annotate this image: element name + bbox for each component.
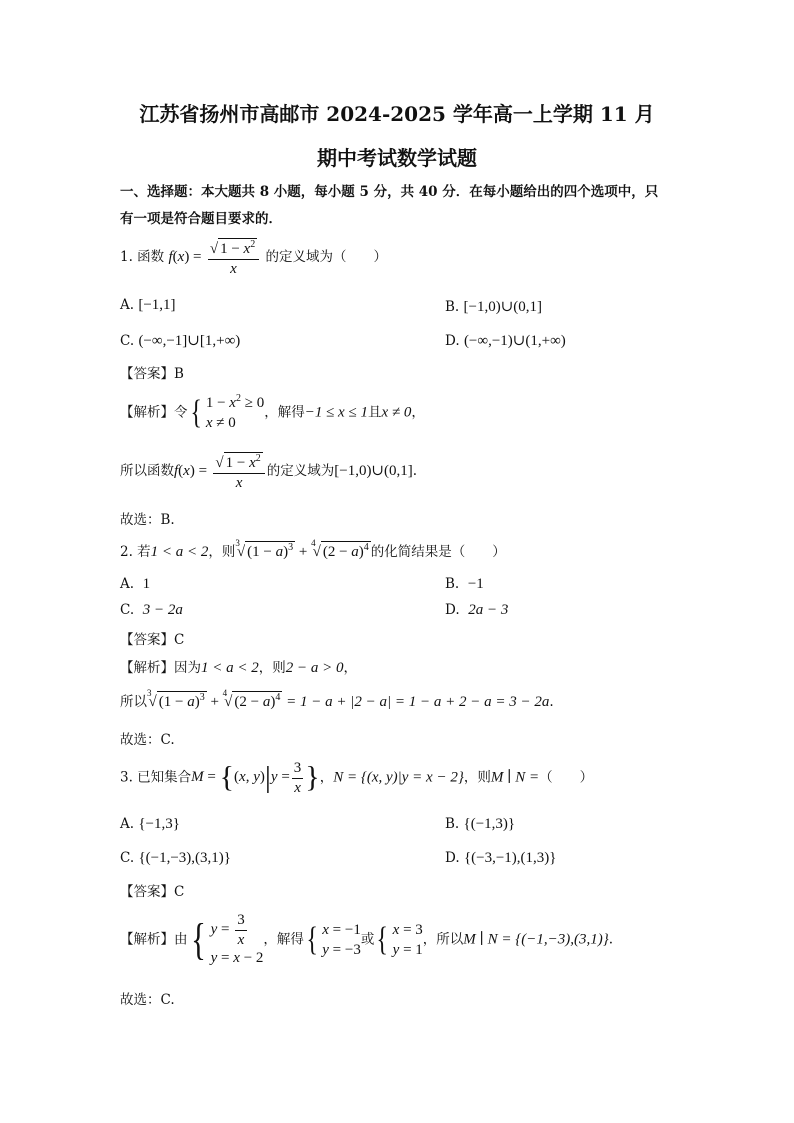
- title-line-1: 江苏省扬州市高邮市 2024-2025 学年高一上学期 11 月: [139, 102, 655, 126]
- q2-analysis-conclusion: 所以$^3$√ $(1 - a)^3 + ^4√$ $(2 - a)^4 = 1 - a + |2 - a| = 1 - a + 2 - a = 3 - 2a$.: [120, 688, 554, 710]
- q1-analysis-conclusion: 所以函数f(x) = $\frac{√ 1 - x^2}{x}$ 的定义域为[−1,0)∪(0,1].: [120, 453, 418, 491]
- q1-stem: 1. 函数 f(x) = $\frac{√ 1 - x^2}{x}$ 的定义域为（ ）: [120, 239, 387, 277]
- q1-option-d: D. (−∞,−1)∪(1,+∞): [445, 333, 566, 349]
- q1-tail: 的定义域为（ ）: [265, 249, 387, 265]
- q3-option-a: A. {−1,3}: [120, 816, 180, 832]
- q1-option-a: A. [−1,1]: [120, 297, 176, 313]
- q1-option-b: B. [−1,0)∪(0,1]: [445, 299, 543, 315]
- section-heading-line-2: 有一项是符合题目要求的．: [120, 211, 282, 227]
- q3-choice: 故选：C.: [120, 992, 175, 1008]
- q1-analysis: 【解析】令 { $1 - x^2 \ge 0$ x ≠ 0 ，解得−1 ≤ x ≤ 1且x ≠ 0，: [120, 393, 425, 432]
- q2-option-b: B. −1: [445, 576, 484, 592]
- section-heading-line-1: 一、选择题：本大题共 8 小题，每小题 5 分，共 40 分．在每小题给出的四个选项中，只: [120, 184, 659, 200]
- q3-answer: 【答案】C: [120, 884, 185, 900]
- q3-option-d: D. {(−3,−1),(1,3)}: [445, 850, 557, 866]
- q2-analysis: 【解析】因为1 < a < 2，则2 − a > 0，: [120, 660, 357, 676]
- q2-stem: 2. 若1 < a < 2，则$^3$√ $(1 - a)^3 + ^4√$ $(2 - a)^4$ 的化简结果是（ ）: [120, 538, 506, 560]
- q1-lead: 1. 函数: [120, 249, 165, 265]
- q1-answer: 【答案】B: [120, 366, 184, 382]
- q3-analysis: 【解析】由 { y = $\frac{3}{x}$ y = x − 2 ，解得 { x = −1 y = −3 或 { x = 3 y = 1 ，所以M ∣ N = {(−1,−3),(3,1)}.: [120, 912, 614, 966]
- q1-choice: 故选：B.: [120, 512, 175, 528]
- q2-option-c: C. 3 − 2a: [120, 602, 183, 618]
- q2-answer: 【答案】C: [120, 632, 185, 648]
- q1-function: f: [168, 249, 173, 265]
- q3-option-b: B. {(−1,3)}: [445, 816, 516, 832]
- title-line-2: 期中考试数学试题: [317, 146, 477, 170]
- q1-fraction: $\frac{√ 1 - x^2}{x}$: [208, 238, 259, 277]
- q3-option-c: C. {(−1,−3),(3,1)}: [120, 850, 231, 866]
- q2-option-a: A. 1: [120, 576, 151, 592]
- q1-option-c: C. (−∞,−1]∪[1,+∞): [120, 333, 241, 349]
- q3-stem: 3. 已知集合M = {(x, y)|y = $\frac{3}{x}$ }，N = {(x, y)|y = x − 2}，则M ∣ N =（ ）: [120, 760, 594, 796]
- q2-choice: 故选：C.: [120, 732, 175, 748]
- q2-option-d: D. 2a − 3: [445, 602, 509, 618]
